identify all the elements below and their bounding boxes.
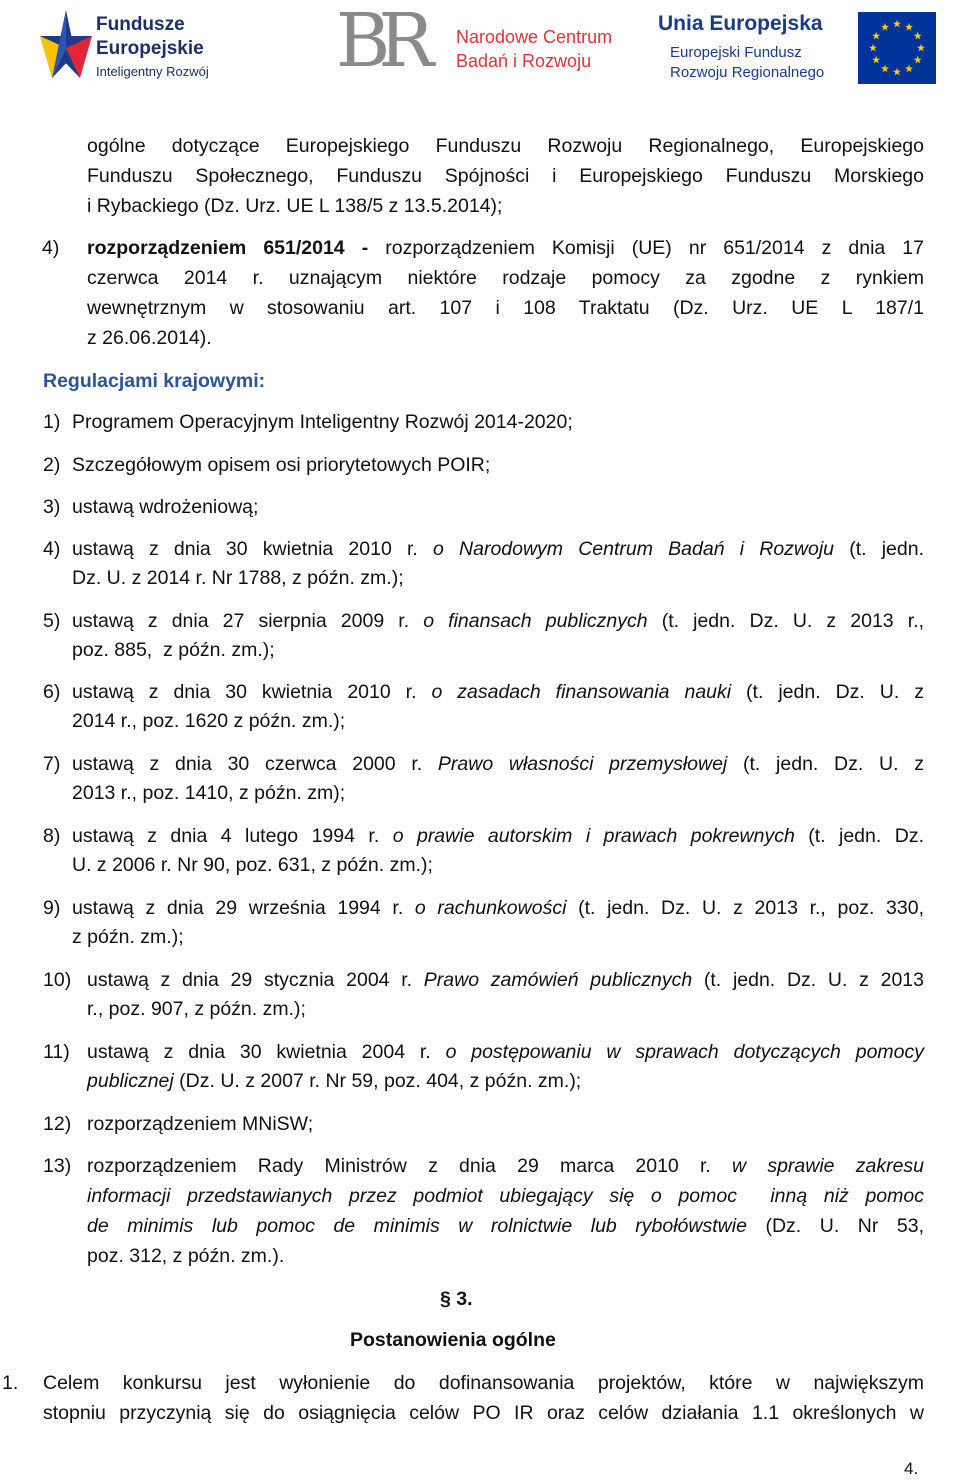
eu-item-4-line-4: z 26.06.2014). xyxy=(87,327,212,349)
nat-item-11-post: (Dz. U. z 2007 r. Nr 59, poz. 404, z późn. zm.); xyxy=(173,1070,582,1092)
nat-item-8-pre: ustawą z dnia 4 lutego 1994 r. xyxy=(72,825,393,847)
nat-item-3-text: ustawą wdrożeniową; xyxy=(72,496,259,518)
nat-item-13-title: w sprawie zakresu xyxy=(732,1155,925,1177)
fe-logo-line1: Fundusze xyxy=(96,14,185,35)
nat-item-11-number: 11) xyxy=(43,1041,70,1063)
nat-item-6-pre: ustawą z dnia 30 kwietnia 2010 r. xyxy=(72,681,432,703)
nat-item-9-post: (t. jedn. Dz. U. z 2013 r., poz. 330, xyxy=(566,897,924,919)
nat-item-13-title-cont: informacji przedstawianych przez podmiot ubiegający się o pomoc inną niż pomoc xyxy=(87,1185,924,1207)
fe-logo-line2: Europejskie xyxy=(96,38,204,59)
nat-item-4-line-2: Dz. U. z 2014 r. Nr 1788, z późn. zm.); xyxy=(72,567,404,589)
nat-item-4-title: o Narodowym Centrum Badań i Rozwoju xyxy=(433,538,835,560)
nat-item-8-number: 8) xyxy=(43,825,61,847)
nat-item-11-title-cont: publicznej xyxy=(87,1070,174,1092)
clause-1-line-2: stopniu przyczynią się do osiągnięcia celów PO IR oraz celów działania 1.1 określonych w xyxy=(43,1402,924,1424)
nat-item-13-post: (Dz. U. Nr 53, xyxy=(746,1215,924,1237)
nat-item-7-number: 7) xyxy=(43,753,61,775)
national-heading: Regulacjami krajowymi: xyxy=(43,370,266,392)
intro-line-2: Funduszu Społecznego, Funduszu Spójności i Europejskiego Funduszu Morskiego xyxy=(87,165,924,187)
nat-item-4-line-1 xyxy=(72,534,924,564)
page-header xyxy=(0,0,960,100)
nat-item-13-line-2 xyxy=(87,1181,924,1211)
nat-item-6-title: o zasadach finansowania nauki xyxy=(431,681,732,703)
nat-item-7-line-2: 2013 r., poz. 1410, z późn. zm); xyxy=(72,782,346,804)
eu-flag-icon xyxy=(858,12,936,84)
eu-item-4-rest: rozporządzeniem Komisji (UE) nr 651/2014 z dnia 17 xyxy=(385,237,924,259)
nat-item-13-number: 13) xyxy=(43,1155,72,1177)
eu-logo-line3: Rozwoju Regionalnego xyxy=(670,64,825,81)
ncbr-line1: Narodowe Centrum xyxy=(456,27,613,47)
nat-item-13-line-1 xyxy=(87,1151,924,1181)
nat-item-9-number: 9) xyxy=(43,897,61,919)
nat-item-11-line-1 xyxy=(87,1037,924,1067)
ncbr-monogram: BR xyxy=(336,0,423,84)
nat-item-7-title: Prawo własności przemysłowej xyxy=(437,753,728,775)
nat-item-13-pre: rozporządzeniem Rady Ministrów z dnia 29 marca 2010 r. xyxy=(87,1155,733,1177)
nat-item-10-number: 10) xyxy=(43,969,72,991)
nat-item-9-line-1 xyxy=(72,893,924,923)
nat-item-9-title: o rachunkowości xyxy=(414,897,567,919)
nat-item-13-title-end: de minimis lub pomoc de minimis w rolnictwie lub rybołówstwie xyxy=(87,1215,747,1237)
nat-item-4-number: 4) xyxy=(43,538,61,560)
nat-item-5-line-1 xyxy=(72,606,924,636)
nat-item-6-line-1 xyxy=(72,677,924,707)
eu-item-4-line-1 xyxy=(87,233,924,263)
eu-item-4-number: 4) xyxy=(42,237,60,259)
nat-item-11-pre: ustawą z dnia 30 kwietnia 2004 r. xyxy=(87,1041,446,1063)
nat-item-8-line-2: U. z 2006 r. Nr 90, poz. 631, z późn. zm.); xyxy=(72,854,433,876)
nat-item-2-number: 2) xyxy=(43,454,61,476)
nat-item-10-pre: ustawą z dnia 29 stycznia 2004 r. xyxy=(87,969,424,991)
eu-item-4-line-2: czerwca 2014 r. uznającym niektóre rodzaje pomocy za zgodne z rynkiem xyxy=(87,267,924,289)
nat-item-1-number: 1) xyxy=(43,411,61,433)
nat-item-10-post: (t. jedn. Dz. U. z 2013 xyxy=(692,969,924,991)
page-number: 4. xyxy=(904,1459,919,1478)
eu-item-4-line-3: wewnętrznym w stosowaniu art. 107 i 108 Traktatu (Dz. Urz. UE L 187/1 xyxy=(87,297,924,319)
nat-item-8-title: o prawie autorskim i prawach pokrewnych xyxy=(392,825,795,847)
nat-item-8-post: (t. jedn. Dz. xyxy=(794,825,924,847)
nat-item-13-line-4: poz. 312, z późn. zm.). xyxy=(87,1245,285,1267)
nat-item-4-post: (t. jedn. xyxy=(834,538,924,560)
eu-item-4-dash: - xyxy=(344,237,386,259)
eu-logo-line2: Europejski Fundusz xyxy=(670,44,802,61)
nat-item-5-pre: ustawą z dnia 27 sierpnia 2009 r. xyxy=(72,610,424,632)
clause-1-line-1: Celem konkursu jest wyłonienie do dofinansowania projektów, które w największym xyxy=(43,1372,924,1394)
ncbr-logo xyxy=(330,0,613,96)
clause-1-number: 1. xyxy=(2,1372,19,1394)
nat-item-10-line-1 xyxy=(87,965,924,995)
nat-item-6-number: 6) xyxy=(43,681,61,703)
nat-item-10-title: Prawo zamówień publicznych xyxy=(423,969,693,991)
nat-item-5-number: 5) xyxy=(43,610,61,632)
intro-line-1: ogólne dotyczące Europejskiego Funduszu Rozwoju Regionalnego, Europejskiego xyxy=(87,135,924,157)
ncbr-line2: Badań i Rozwoju xyxy=(456,51,592,71)
eu-logo xyxy=(658,8,958,94)
intro-line-3: i Rybackiego (Dz. Urz. UE L 138/5 z 13.5.2014); xyxy=(87,195,503,217)
nat-item-7-pre: ustawą z dnia 30 czerwca 2000 r. xyxy=(72,753,438,775)
nat-item-5-post: (t. jedn. Dz. U. z 2013 r., xyxy=(647,610,924,632)
section-paragraph: § 3. xyxy=(440,1288,473,1310)
nat-item-7-line-1 xyxy=(72,749,924,779)
nat-item-11-title: o postępowaniu w sprawach dotyczących pomocy xyxy=(445,1041,925,1063)
nat-item-5-title: o finansach publicznych xyxy=(423,610,648,632)
nat-item-2-text: Szczegółowym opisem osi priorytetowych POIR; xyxy=(72,454,491,476)
nat-item-4-pre: ustawą z dnia 30 kwietnia 2010 r. xyxy=(72,538,433,560)
nat-item-11-line-2 xyxy=(87,1066,581,1096)
nat-item-13-line-3 xyxy=(87,1211,924,1241)
nat-item-8-line-1 xyxy=(72,821,924,851)
fe-star-icon xyxy=(36,8,96,86)
nat-item-7-post: (t. jedn. Dz. U. z xyxy=(727,753,924,775)
nat-item-5-line-2: poz. 885, z późn. zm.); xyxy=(72,639,275,661)
fe-logo-line3: Inteligentny Rozwój xyxy=(96,64,209,79)
nat-item-10-line-2: r., poz. 907, z późn. zm.); xyxy=(87,998,306,1020)
eu-item-4-bold: rozporządzeniem 651/2014 xyxy=(87,237,345,259)
nat-item-3-number: 3) xyxy=(43,496,61,518)
fundusze-europejskie-logo xyxy=(36,8,236,88)
nat-item-12-number: 12) xyxy=(43,1113,72,1135)
nat-item-9-line-2: z późn. zm.); xyxy=(72,926,184,948)
nat-item-12-text: rozporządzeniem MNiSW; xyxy=(87,1113,314,1135)
section-title: Postanowienia ogólne xyxy=(350,1329,556,1351)
nat-item-6-line-2: 2014 r., poz. 1620 z późn. zm.); xyxy=(72,710,346,732)
nat-item-1-text: Programem Operacyjnym Inteligentny Rozwój 2014-2020; xyxy=(72,411,573,433)
eu-logo-line1: Unia Europejska xyxy=(658,12,823,35)
nat-item-6-post: (t. jedn. Dz. U. z xyxy=(731,681,924,703)
nat-item-9-pre: ustawą z dnia 29 września 1994 r. xyxy=(72,897,415,919)
